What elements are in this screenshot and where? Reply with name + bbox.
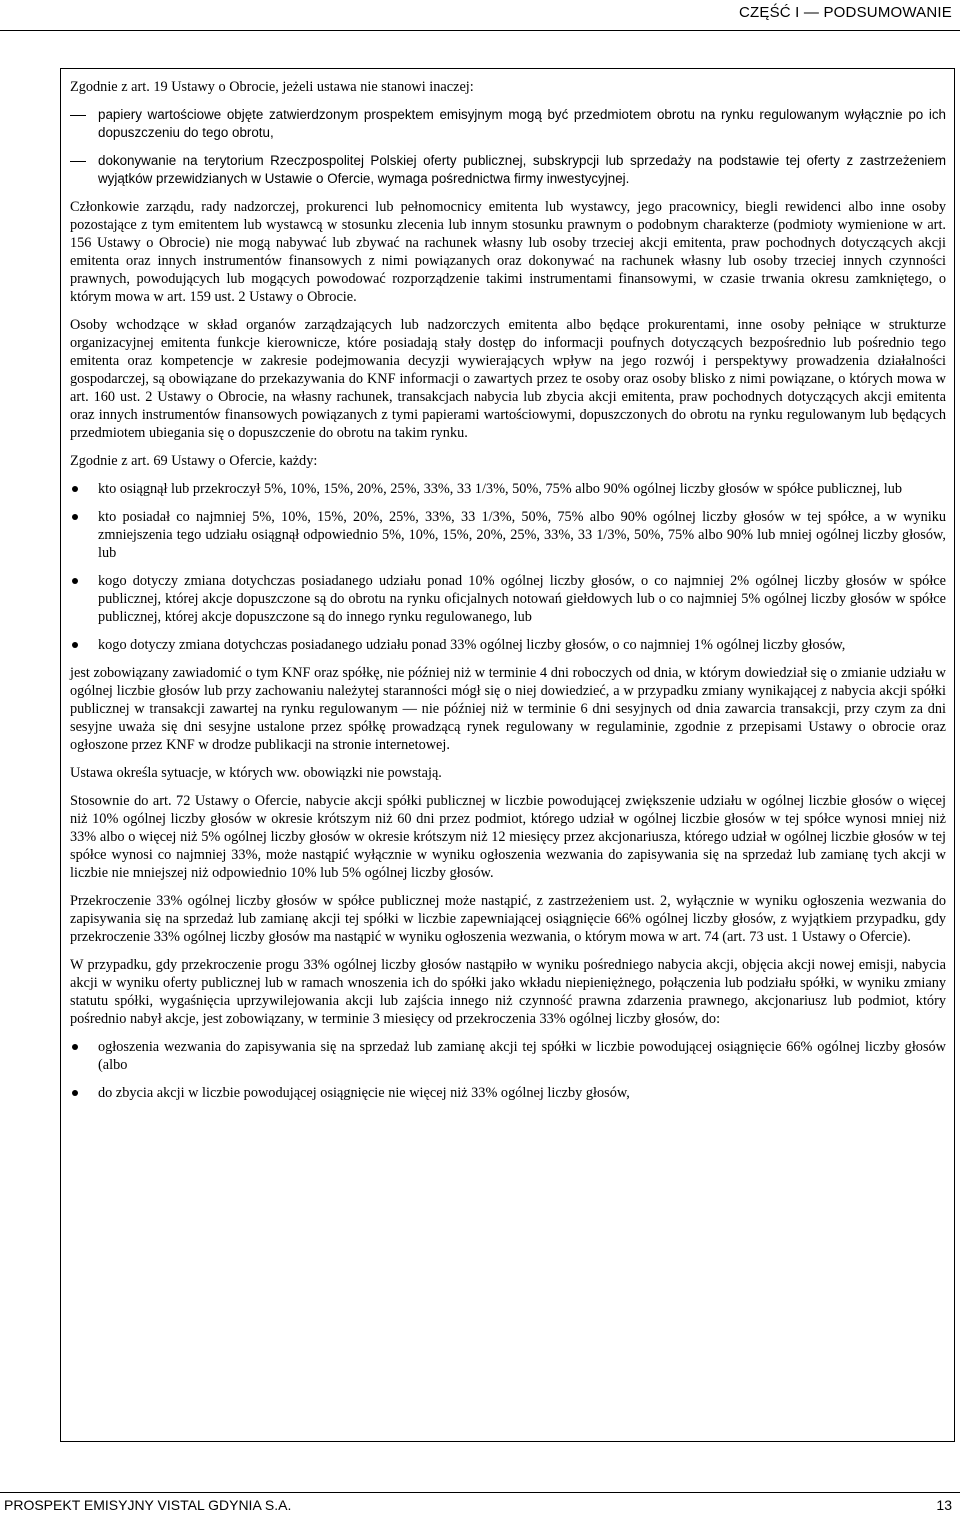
bullet-item: kogo dotyczy zmiana dotychczas posiadanego udziału ponad 33% ogólnej liczby głosów, o co najmniej 1% ogólnej liczby głosów, [70, 636, 946, 654]
paragraph-indirect-acquisition: W przypadku, gdy przekroczenie progu 33% ogólnej liczby głosów nastąpiło w wyniku pośredniego nabycia akcji, objęcia akcji nowej emisji, nabycia akcji w wyniku oferty publicznej lub w ramach wnoszenia ich do spółki jako wkładu niepieniężnego, połączenia lub podziału spółki, w wyniku zmiany statutu spółki, wygaśnięcia uprzywilejowania akcji lub zajścia innego niż czynność prawna zdarzenia prawnego, akcjonariusz lub podmiot, który pośrednio nabył akcje, jest zobowiązany, w terminie 3 miesięcy od przekroczenia 33% ogólnej liczby głosów, do: [70, 957, 946, 1027]
bullet-item: ogłoszenia wezwania do zapisywania się na sprzedaż lub zamianę akcji tej spółki w liczbie powodującej osiągnięcie 66% ogólnej liczby głosów (albo [70, 1038, 946, 1074]
header-section-title: CZĘŚĆ I — PODSUMOWANIE [738, 4, 952, 21]
dash-item: dokonywanie na terytorium Rzeczpospolitej Polskiej oferty publicznej, subskrypcji lub sprzedaży na podstawie tej oferty z zastrzeżeniem wyjątków przewidzianych w Ustawie o Ofercie, wymaga pośrednictwa firmy inwestycyjnej. [70, 152, 946, 188]
paragraph-closed-period: Członkowie zarządu, rady nadzorczej, prokurenci lub pełnomocnicy emitenta lub wystawcy, jego pracownicy, biegli rewidenci albo inne osoby pozostające z tym emitentem lub wystawcą w stosunku zlecenia lub innym stosunku prawnym o podobnym charakterze (podmioty wymienione w art. 156 Ustawy o Obrocie) nie mogą nabywać lub zbywać na rachunek własny lub osoby trzeciej akcji emitenta, praw pochodnych dotyczących akcji emitenta oraz innych instrumentów finansowych z nimi powiązanych oraz dokonywać na rachunek własny lub osoby trzeciej innych czynności prawnych, powodujących lub mogących powodować rozporządzenie takimi instrumentami finansowymi, w czasie trwania okresu zamkniętego, o którym mowa w art. 159 ust. 2 Ustawy o Obrocie. [70, 199, 946, 305]
paragraph-notification: jest zobowiązany zawiadomić o tym KNF oraz spółkę, nie później niż w terminie 4 dni roboczych od dnia, w którym dowiedział się o zmianie udziału w ogólnej liczbie głosów lub przy zachowaniu należytej staranności mógł się o niej dowiedzieć, a w przypadku zmiany wynikającej z nabycia akcji spółki publicznej w transakcji zawartej na rynku regulowanym — nie później niż w terminie 6 dni sesyjnych od dnia zawarcia transakcji, przy czym za dni sesyjne uważa się dni sesyjne ustalone przez spółkę prowadzącą rynek regulowany w regulaminie, zgodnie z przepisami Ustawy o obrocie oraz ogłoszone przez KNF w drodze publikacji na stronie internetowej. [70, 665, 946, 753]
footer-rule [0, 1492, 960, 1493]
dash-item: papiery wartościowe objęte zatwierdzonym prospektem emisyjnym mogą być przedmiotem obrotu na rynku regulowanym wyłącznie po ich dopuszczeniu do tego obrotu, [70, 106, 946, 142]
bullet-item: kto osiągnął lub przekroczył 5%, 10%, 15%, 20%, 25%, 33%, 33 1/3%, 50%, 75% albo 90% ogólnej liczby głosów w spółce publicznej, lub [70, 480, 946, 498]
paragraph-reporting-duty: Osoby wchodzące w skład organów zarządzających lub nadzorczych emitenta albo będące prokurentami, inne osoby pełniące w strukturze organizacyjnej emitenta funkcje kierownicze, które posiadają stały dostęp do informacji poufnych dotyczących bezpośrednio lub pośrednio tego emitenta oraz kompetencje w zakresie podejmowania decyzji wywierających wpływ na jego rozwój i perspektywy prowadzenia działalności gospodarczej, są obowiązane do przekazywania do KNF informacji o zawartych przez te osoby oraz osoby blisko z nimi powiązane, o których mowa w art. 160 ust. 2 Ustawy o Obrocie, na własny rachunek, transakcjach nabycia lub zbycia akcji emitenta, praw pochodnych dotyczących akcji emitenta oraz innych instrumentów finansowych powiązanych z tymi papierami wartościowymi, dopuszczonych do obrotu na rynku regulowanym lub będących przedmiotem ubiegania się o dopuszczenie do obrotu na takim rynku. [70, 317, 946, 441]
dash-list [70, 106, 946, 188]
paragraph-intro-art69: Zgodnie z art. 69 Ustawy o Ofercie, każdy: [70, 453, 318, 469]
header-rule [0, 30, 960, 31]
bullet-list-thresholds [70, 480, 946, 654]
bullet-list-obligations [70, 1038, 946, 1102]
bullet-item: kto posiadał co najmniej 5%, 10%, 15%, 20%, 25%, 33%, 33 1/3%, 50%, 75% albo 90% ogólnej liczby głosów w tej spółce, a w wyniku zmniejszenia tego udziału osiągnął odpowiednio 5%, 10%, 15%, 20%, 25%, 33%, 33 1/3%, 50%, 75% albo 90% lub mniej ogólnej liczby głosów, lub [70, 508, 946, 562]
document-body [70, 78, 946, 1112]
footer-document-title: PROSPEKT EMISYJNY VISTAL GDYNIA S.A. [4, 1497, 292, 1513]
page-number: 13 [936, 1497, 952, 1513]
paragraph-art73: Przekroczenie 33% ogólnej liczby głosów w spółce publicznej może nastąpić, z zastrzeżeniem ust. 2, wyłącznie w wyniku ogłoszenia wezwania do zapisywania się na sprzedaż lub zamianę akcji tej spółki w liczbie zapewniającej osiągnięcie 66% ogólnej liczby głosów, z wyjątkiem przypadku, gdy przekroczenie 33% ogólnej liczby głosów ma nastąpić w wyniku ogłoszenia wezwania, o którym mowa w art. 74 (art. 73 ust. 1 Ustawy o Ofercie). [70, 893, 946, 945]
paragraph-intro-art19: Zgodnie z art. 19 Ustawy o Obrocie, jeżeli ustawa nie stanowi inaczej: [70, 79, 474, 95]
bullet-item: kogo dotyczy zmiana dotychczas posiadanego udziału ponad 10% ogólnej liczby głosów, o co najmniej 2% ogólnej liczby głosów w spółce publicznej, której akcje dopuszczone są do obrotu na rynku oficjalnych notowań giełdowych lub o co najmniej 5% ogólnej liczby głosów w spółce publicznej, której akcje dopuszczone są do innego rynku regulowanego, lub [70, 572, 946, 626]
paragraph-exceptions: Ustawa określa sytuacje, w których ww. obowiązki nie powstają. [70, 765, 442, 781]
bullet-item: do zbycia akcji w liczbie powodującej osiągnięcie nie więcej niż 33% ogólnej liczby głosów, [70, 1084, 946, 1102]
paragraph-art72: Stosownie do art. 72 Ustawy o Ofercie, nabycie akcji spółki publicznej w liczbie powodującej zwiększenie udziału w ogólnej liczbie głosów o więcej niż 10% ogólnej liczby głosów w okresie krótszym niż 60 dni przez podmiot, którego udział w ogólnej liczbie głosów w tej spółce wynosi mniej niż 33% albo o więcej niż 5% ogólnej liczby głosów w okresie krótszym niż 12 miesięcy przez akcjonariusza, którego udział w ogólnej liczbie głosów w tej spółce wynosi co najmniej 33%, może nastąpić wyłącznie w wyniku ogłoszenia wezwania do zapisywania się na sprzedaż lub zamianę tych akcji w liczbie nie mniejszej niż odpowiednio 10% lub 5% ogólnej liczby głosów. [70, 793, 946, 881]
